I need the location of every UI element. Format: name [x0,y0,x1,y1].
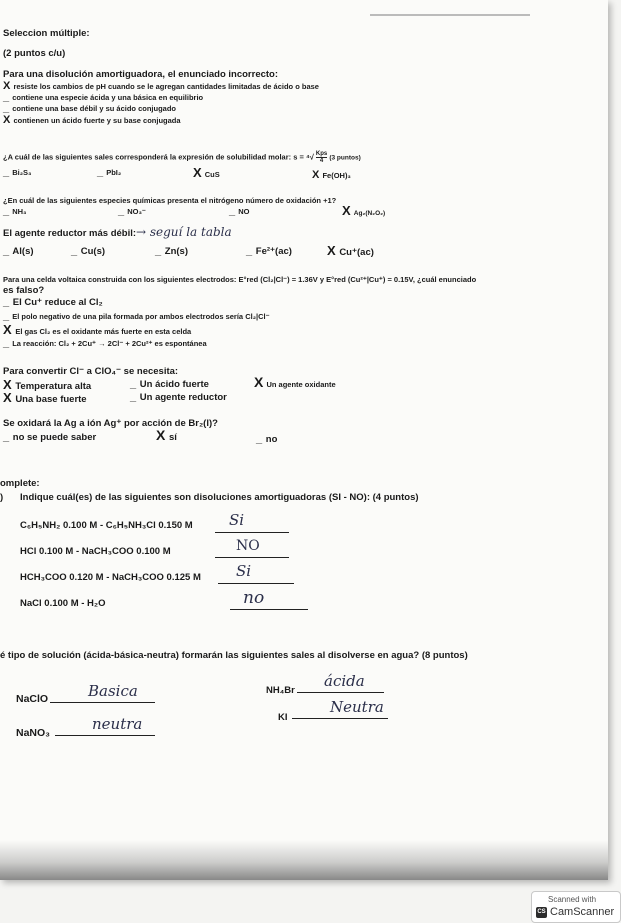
buffer-row-text: NaCl 0.100 M - H₂O [20,598,106,609]
option-text: contiene una especie ácida y una básica en equilibrio [12,93,204,102]
answer-mark: _ [256,433,263,445]
q1-option [3,92,203,103]
formula-fraction [316,151,327,164]
answer-mark: _ [130,378,137,390]
answer-mark: X [342,203,351,218]
answer-mark: _ [3,245,10,257]
option-text: Un ácido fuerte [139,379,209,390]
option-text: no se puede saber [12,432,97,443]
buffer-row-answer: no [243,588,265,608]
page-edge-line [370,14,530,16]
buffer-row-text: C₆H₅NH₂ 0.100 M - C₆H₅NH₃Cl 0.150 M [20,520,193,531]
answer-mark: X [193,165,202,180]
option-text: CuS [204,170,220,179]
q2-prompt [3,151,361,164]
q2-option [312,170,351,181]
option-text: El polo negativo de una pila formada por ambos electrodos sería Cl₂|Cl⁻ [12,312,270,321]
answer-mark: X [3,114,11,126]
q4-option [71,246,105,257]
answer-mark: _ [3,166,10,178]
salt-label: KI [278,712,288,723]
answer-mark: _ [3,310,10,322]
answer-mark: _ [118,205,125,217]
q2-option [193,167,220,180]
q2-option [97,167,121,178]
formula-denominator: 4 [319,158,324,164]
q3-option [342,205,385,219]
buffer-row-answer: Si [236,562,252,580]
q6-option [3,379,91,392]
q5-option [3,311,270,322]
q4-handwriting: → seguí la tabla [136,225,232,239]
q7-prompt: Se oxidará la Ag a ión Ag⁺ por acción de Br₂(l)? [3,418,218,429]
answer-mark: _ [3,337,10,349]
answer-mark: X [312,169,320,181]
q2-option [3,167,32,178]
q4-prompt: El agente reductor más débil: [3,228,137,239]
answer-line [55,735,155,736]
answer-line [215,532,289,533]
scanned-with-text: Scanned with [548,895,597,904]
formula-root: ⁴√ [305,152,314,162]
answer-line [292,718,388,719]
answer-mark: _ [130,391,137,403]
salt-label: NH₄Br [266,685,295,696]
option-text: Ag₂(N₂O₂) [353,210,386,217]
salt-answer: neutra [92,715,143,733]
option-text: El gas Cl₂ es el oxidante más fuerte en esta celda [15,327,192,336]
q5-option [3,338,207,349]
camscanner-watermark [531,891,621,923]
option-text: NO [238,207,250,216]
q4-option [327,245,374,258]
answer-line [230,609,308,610]
option-text: sí [168,432,177,443]
option-text: Fe²⁺(ac) [255,246,292,257]
salt-answer: ácida [324,672,365,690]
q6-option [130,379,209,390]
answer-line [50,702,155,703]
camscanner-logo-icon: CS [536,907,547,918]
q2-prompt-text: ¿A cuál de las siguientes sales corresponderá la expresión de solubilidad molar: [3,152,292,162]
q4-option [246,246,292,257]
option-text: Un agente reductor [139,392,227,403]
q1-option [3,81,319,92]
buffer-row-text: HCH₃COO 0.120 M - NaCH₃COO 0.125 M [20,572,201,583]
option-text: contienen un ácido fuerte y su base conjugada [13,116,181,125]
q3-prompt: ¿En cuál de las siguientes especies químicas presenta el nitrógeno número de oxidación +1? [3,196,337,205]
option-text: La reacción: Cl₂ + 2Cu⁺ → 2Cl⁻ + 2Cu²⁺ es espontánea [12,339,207,348]
buffer-row-answer: NO [236,538,260,554]
option-text: Cu⁺(ac) [339,247,374,258]
q6-option [254,374,336,390]
salt-label: NaClO [16,693,49,705]
answer-mark: _ [246,245,253,257]
formula-numerator: Kps [315,151,328,157]
answer-mark: _ [97,166,104,178]
section-points: (2 puntos c/u) [3,48,66,59]
option-text: Zn(s) [164,246,188,257]
formula-s: s = [293,152,304,162]
option-text: Una base fuerte [15,394,87,405]
q3-option [229,206,249,217]
option-text: Un agente oxidante [266,380,336,389]
answer-mark: _ [3,102,10,114]
q3-option [3,206,27,217]
salt-answer: Basica [88,682,138,700]
buffer-row-text: HCl 0.100 M - NaCH₃COO 0.100 M [20,546,171,557]
option-text: NH₃ [12,207,27,216]
complete-prompt: Indique cuál(es) de las siguientes son disoluciones amortiguadoras (SI - NO): (4 puntos) [20,492,419,503]
salt-answer: Neutra [330,698,384,716]
answer-mark: _ [155,245,162,257]
option-text: contiene una base débil y su ácido conjugado [12,104,176,113]
q7-option [3,432,96,443]
answer-mark: _ [71,245,78,257]
answer-mark: X [3,322,12,337]
complete-heading: omplete: [0,478,40,489]
q2-points: (3 puntos) [329,154,361,162]
option-text: Al(s) [12,246,34,257]
q6-option [3,392,87,405]
q6-option [130,392,227,403]
answer-line [297,692,384,693]
q4-option [155,246,188,257]
answer-mark: _ [3,296,10,308]
answer-mark: X [156,427,166,443]
option-text: Cu(s) [80,246,106,257]
answer-mark: _ [229,205,236,217]
q5-prompt-line2: es falso? [3,285,45,296]
option-text: resiste los cambios de pH cuando se le agregan cantidades limitadas de ácido o base [13,82,319,91]
q5-option [3,324,191,337]
q7-option [256,434,277,445]
option-text: no [265,434,278,445]
answer-mark: X [3,390,12,405]
option-text: NO₃⁻ [127,207,146,216]
q1-option [3,115,181,126]
answer-line [215,557,289,558]
option-text: PbI₂ [106,168,122,177]
answer-mark: _ [3,205,10,217]
option-text: Temperatura alta [15,381,92,392]
answer-line [218,583,294,584]
q6-prompt: Para convertir Cl⁻ a ClO₄⁻ se necesita: [3,366,179,377]
q1-prompt: Para una disolución amortiguadora, el enunciado incorrecto: [3,69,279,80]
q9-prompt: é tipo de solución (ácida-básica-neutra) formarán las siguientes sales al disolverse en agua? (8 puntos) [0,650,468,661]
answer-mark: X [3,80,11,92]
salt-label: NaNO₃ [16,727,51,739]
answer-mark: X [3,377,12,392]
option-text: Fe(OH)₃ [322,171,351,180]
q7-option [156,427,177,443]
q4-option [3,246,34,257]
q1-option [3,103,176,114]
q5-option [3,297,103,308]
answer-mark: X [327,243,336,258]
answer-mark: X [254,374,264,390]
section-title: Seleccion múltiple: [3,28,90,39]
complete-bullet: ) [0,492,4,503]
q5-prompt-line1: Para una celda voltaica construida con los siguientes electrodos: E°red (Cl₂|Cl⁻) = 1.36V y E°red (Cu²⁺|Cu⁺) = 0.15V, ¿cuál enunciado [3,275,477,284]
q3-option [118,206,146,217]
answer-mark: _ [3,431,10,443]
buffer-row-answer: Si [229,511,245,529]
option-text: Bi₂S₃ [12,168,32,177]
camscanner-text: CamScanner [550,906,615,918]
option-text: El Cu⁺ reduce al Cl₂ [12,297,103,308]
answer-mark: _ [3,91,10,103]
